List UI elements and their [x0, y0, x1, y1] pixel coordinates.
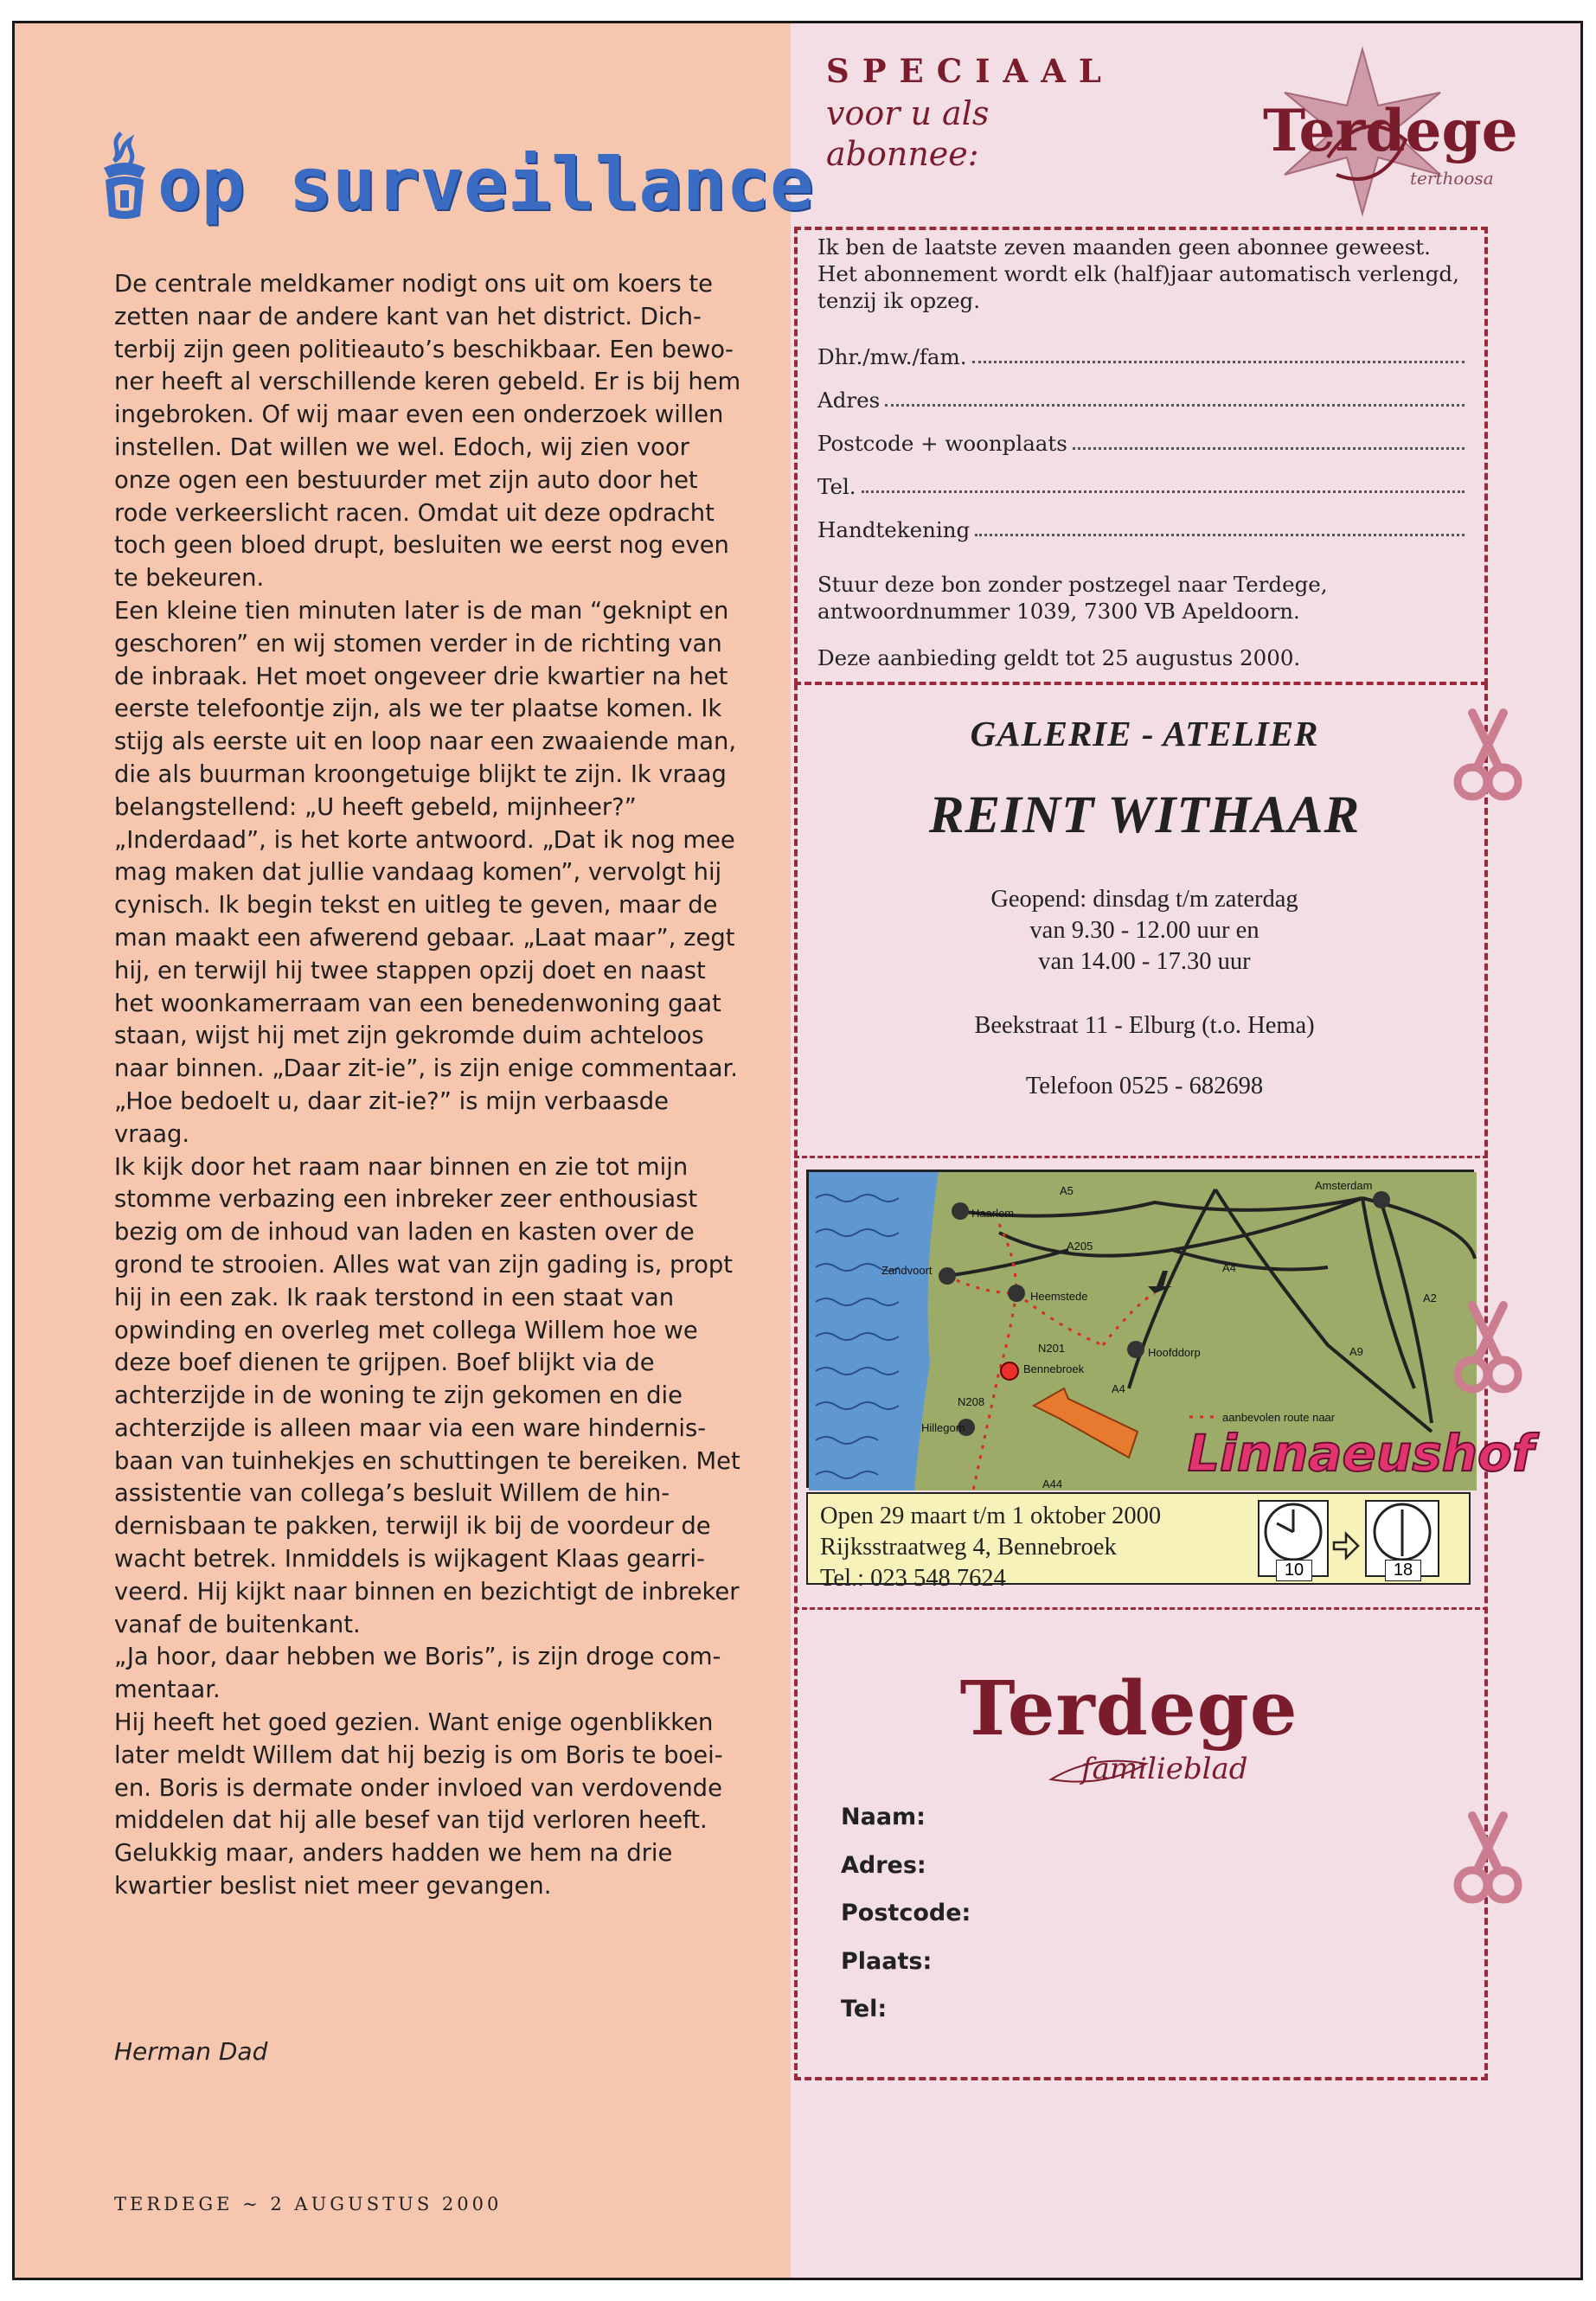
map-label: A4: [1222, 1261, 1236, 1274]
map-divider: [794, 1607, 1488, 1610]
special-heading: SPECIAAL: [826, 52, 1114, 90]
special-subtitle: [826, 93, 1155, 175]
form-label-postcode: Postcode:: [841, 1900, 971, 1926]
arrow-right-icon: [1334, 1534, 1358, 1558]
map-label: aanbevolen route naar: [1222, 1411, 1336, 1424]
subtitle-line: voor u als: [826, 94, 990, 132]
map-label: Hillegom: [921, 1421, 965, 1434]
terdege-familieblad-logo: [956, 1665, 1319, 1812]
article-body: [114, 268, 746, 1903]
map-label: Amsterdam: [1315, 1179, 1373, 1192]
article-paragraph: De centrale meldkamer nodigt ons uit om koers te zetten naar de andere kant van het district. Dichterbij zijn geen politieauto’s beschikbaar. Een bewoner heeft al verschillende keren gebeld. Er is bij hem ingebroken. Of wij maar even een onderzoek willen instellen. Dat willen we wel. Edoch, wij zien voor onze ogen een bestuurder met zijn auto door het rode verkeerslicht racen. Omdat uit deze opdracht toch geen bloed drupt, besluiten we eerst nog even te bekeuren.: [114, 271, 741, 593]
opening-hours: van 14.00 - 17.30 uur: [1038, 948, 1251, 975]
map-label: Zandvoort: [881, 1264, 933, 1277]
form-label-phone: Tel:: [841, 1996, 888, 2022]
lower-border-left: [794, 683, 798, 2080]
subtitle-line: abonnee:: [826, 135, 979, 173]
info-line: Tel.: 023 548 7624: [820, 1565, 1006, 1592]
subscribe-form: [841, 1804, 971, 2044]
galerie-title: GALERIE - ATELIER: [970, 714, 1319, 753]
linnaeushof-brand: Linnaeushof: [1188, 1424, 1535, 1483]
map-label: A44: [1042, 1477, 1063, 1490]
scissors-icon: [1453, 1812, 1522, 1907]
map-label: N208: [958, 1395, 985, 1408]
info-line: Rijksstraatweg 4, Bennebroek: [820, 1534, 1117, 1561]
galerie-address: Beekstraat 11 - Elburg (t.o. Hema): [974, 1012, 1315, 1039]
route-map: [806, 1170, 1535, 1490]
map-label: A205: [1067, 1240, 1093, 1253]
opening-hours: van 9.30 - 12.00 uur en: [1029, 917, 1259, 944]
galerie-phone: Telefoon 0525 - 682698: [1025, 1073, 1264, 1099]
article-paragraph: „Inderdaad”, is het korte antwoord. „Dat ik nog mee mag maken dat jullie vandaag komen”, vervolgt hij cynisch. Ik begin tekst en uitleg te geven, maar de man maakt een afwerend gebaar. „Laat maar”, zegt hij, en terwijl hij twee stappen opzij doet en naast het woonkamerraam van een benedenwoning gaat staan, wijst hij met zijn gekromde duim achteloos naar binnen. „Daar zit-ie”, is zijn enige commentaar.: [114, 826, 738, 1083]
coupon-validity: Deze aanbieding geldt tot 25 augustus 2000.: [817, 645, 1301, 670]
map-label: N201: [1038, 1342, 1066, 1355]
logo-script: familieblad: [1081, 1752, 1248, 1786]
coupon-send-instructions: Stuur deze bon zonder postzegel naar Terdege, antwoordnummer 1039, 7300 VB Apeldoorn.: [817, 572, 1328, 624]
clock-open-time: 10: [1276, 1560, 1312, 1581]
coupon-field-name[interactable]: Dhr./mw./fam.: [817, 344, 1466, 369]
scissors-icon: [1453, 709, 1522, 804]
article-headline: [97, 130, 814, 227]
map-label: A9: [1349, 1345, 1363, 1358]
form-label-address: Adres:: [841, 1851, 926, 1879]
article-paragraph: „Hoe bedoelt u, daar zit-ie?” is mijn verbaasde vraag.: [114, 1087, 669, 1148]
coupon-field-phone[interactable]: Tel.: [817, 474, 1466, 499]
lower-border-bottom: [794, 2077, 1488, 2080]
map-label: Bennebroek: [1023, 1362, 1085, 1375]
form-label-name: Naam:: [841, 1804, 926, 1830]
logo-word: Terdege: [1263, 97, 1518, 164]
opening-clocks: [808, 1494, 1469, 1583]
article-paragraph: Hij heeft het goed gezien. Want enige ogenblikken later meldt Willem dat hij bezig is om Boris te boeien. Boris is dermate onder invloed van verdovende middelen dat hij alle besef van tijd verloren heeft. Gelukkig maar, anders hadden we hem na drie kwartier beslist niet meer gevangen.: [114, 1709, 723, 1900]
page-footer: TERDEGE ~ 2 AUGUSTUS 2000: [114, 2194, 503, 2214]
clock-close-time: 18: [1385, 1560, 1421, 1581]
map-graphic: [809, 1172, 1535, 1490]
coupon-intro: Ik ben de laatste zeven maanden geen abonnee geweest. Het abonnement wordt elk (half)jaar automatisch verlengd, tenzij ik opzeg.: [817, 234, 1459, 313]
map-label: Haarlem: [971, 1207, 1015, 1220]
coupon-field-postcode[interactable]: Postcode + woonplaats: [817, 431, 1466, 456]
linnaeushof-info: [806, 1492, 1471, 1592]
map-label: Hoofddorp: [1148, 1346, 1201, 1359]
map-label: A2: [1423, 1292, 1437, 1304]
map-label: A5: [1060, 1184, 1074, 1197]
opening-hours: Geopend: dinsdag t/m zaterdag: [990, 886, 1298, 913]
article-paragraph: Een kleine tien minuten later is de man “geknipt en geschoren” en wij stomen verder in de richting van de inbraak. Het moet ongeveer drie kwartier na het eerste telefoontje zijn, als we ter plaatse komen. Ik stijg als eerste uit en loop naar een zwaaiende man, die als buurman kroongetuige blijkt te zijn. Ik vraag belangstellend: „U heeft gebeld, mijnheer?”: [114, 597, 737, 821]
logo-script: terthoosa: [1410, 168, 1494, 189]
scissors-icon: [1453, 1302, 1522, 1397]
map-label: Heemstede: [1030, 1290, 1088, 1303]
galerie-ad: [803, 692, 1486, 1102]
map-label: A4: [1112, 1382, 1125, 1395]
article-paragraph: Ik kijk door het raam naar binnen en zie tot mijn stomme verbazing een inbreker zeer enthousiast bezig om de inhoud van laden en kasten over de grond te strooien. Alles wat van zijn gading is, propt hij in een zak. Ik raak terstond in een staat van opwinding en overleg met collega Willem hoe we deze boef dienen te grijpen. Boef blijkt via de achterzijde in de woning te zijn gekomen en die achterzijde is alleen maar via een ware hindernisbaan van tuinhekjes en schuttingen te bereiken. Met assistentie van collega’s besluit Willem de hindernisbaan te pakken, terwijl ik bij de voordeur de wacht betrek. Inmiddels is wijkagent Klaas gearriveerd. Hij kijkt naar binnen en bezichtigt de inbreker vanaf de buitenkant.: [114, 1153, 740, 1638]
police-badge-icon: [97, 130, 152, 221]
galerie-divider: [794, 1156, 1488, 1158]
logo-word: Terdege: [959, 1665, 1298, 1753]
form-label-city: Plaats:: [841, 1947, 933, 1975]
article-author: Herman Dad: [114, 2037, 268, 2066]
subscription-coupon: [817, 234, 1475, 670]
headline-text: op surveillance: [157, 142, 814, 227]
coupon-field-signature[interactable]: Handtekening: [817, 517, 1466, 542]
info-line: Open 29 maart t/m 1 oktober 2000: [820, 1503, 1162, 1529]
coupon-field-address[interactable]: Adres: [817, 388, 1466, 413]
terdege-logo: [1228, 45, 1518, 218]
article-paragraph: „Ja hoor, daar hebben we Boris”, is zijn droge commentaar.: [114, 1644, 721, 1704]
galerie-name: REINT WITHAAR: [928, 786, 1361, 844]
